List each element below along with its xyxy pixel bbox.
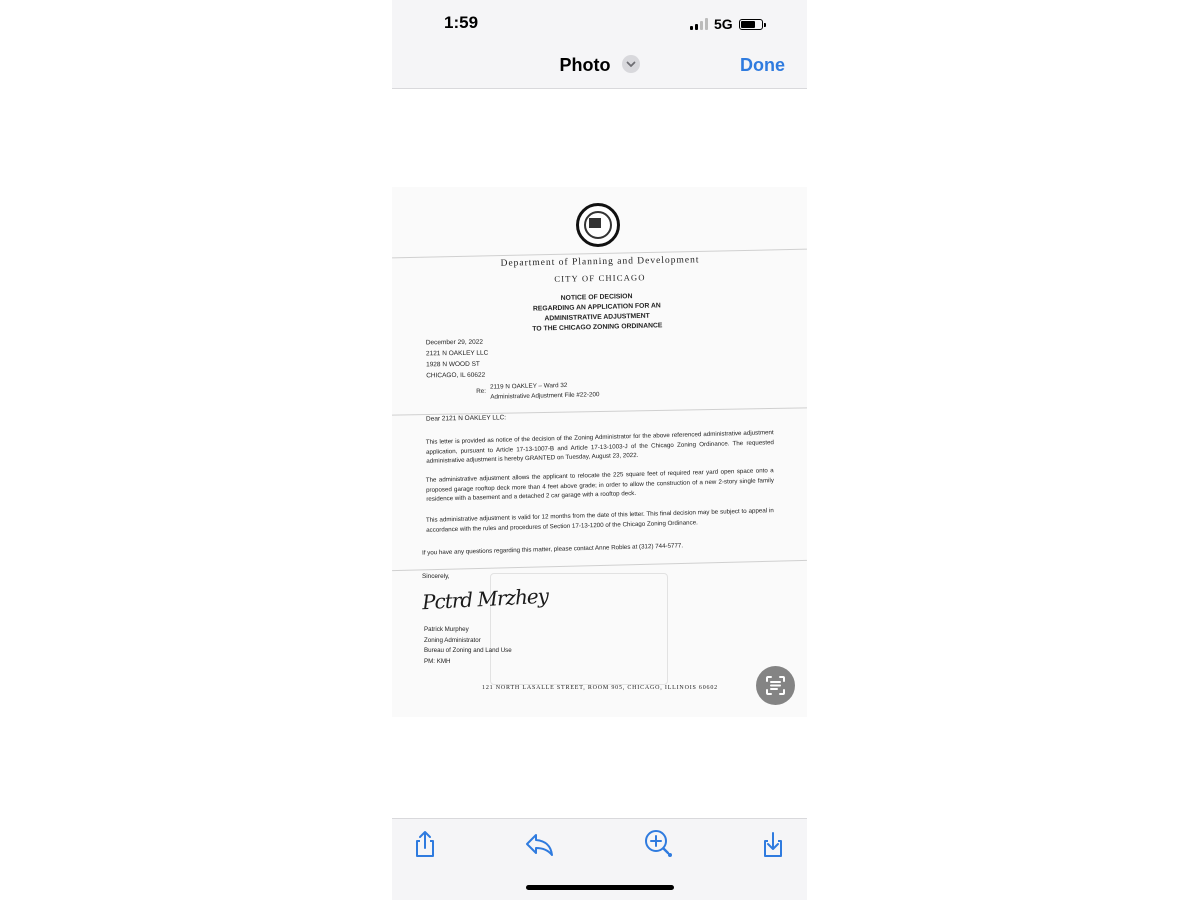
visual-lookup-icon[interactable]: [642, 827, 676, 861]
city-seal-icon: [576, 203, 620, 247]
toolbar-divider: [392, 818, 807, 819]
battery-icon: [739, 19, 763, 30]
live-text-icon[interactable]: [756, 666, 795, 705]
phone-screen: [392, 0, 807, 900]
status-time: 1:59: [444, 13, 479, 32]
salutation: Dear 2121 N OAKLEY LLC:: [425, 414, 507, 423]
done-button[interactable]: Done: [740, 55, 785, 75]
cellular-signal-icon: [690, 18, 708, 30]
reply-icon[interactable]: [523, 827, 557, 861]
footer-address: 121 NORTH LASALLE STREET, ROOM 905, CHICAGO, ILLINOIS 60602: [482, 685, 718, 691]
paragraph: This administrative adjustment is valid for 12 months from the date of this letter. This final decision may be subject to appeal in accordance with the rules and procedures of Section 17-13-1200 of the Chicago Zoning Ordinance.: [425, 507, 774, 534]
paragraph: The administrative adjustment allows the applicant to relocate the 225 square feet of required rear yard open space onto a proposed garage rooftop deck more than 4 feet above grade; in order to allow the construction of a new 2-story single family residence with a basement and a detached 2 car garage with a rooftop deck.: [425, 467, 775, 504]
fold-line: [392, 560, 807, 571]
re-line: Administrative Adjustment File #22-200: [490, 391, 600, 401]
signer-line: Patrick Murphey: [424, 626, 469, 633]
notice-line: NOTICE OF DECISION: [560, 293, 633, 302]
share-icon[interactable]: [408, 827, 442, 861]
contact-line: If you have any questions regarding this matter, please contact Anne Robles at (312) 744-5777.: [421, 542, 684, 557]
notice-line: REGARDING AN APPLICATION FOR AN: [532, 302, 661, 313]
signer-line: Bureau of Zoning and Land Use: [424, 647, 512, 654]
paragraph: This letter is provided as notice of the decision of the Zoning Administrator for the above referenced administrative adjustment application, pursuant to Article 17-13-1007-B and Article 17-13-1003-J of the Chicago Zoning Ordinance. The requested administrative adjustment is hereby GRANTED on Tuesday, August 23, 2022.: [425, 429, 775, 466]
status-indicators: [690, 15, 763, 33]
address-line: 2121 N OAKLEY LLC: [425, 349, 489, 358]
city-heading: CITY OF CHICAGO: [554, 272, 646, 284]
notice-line: ADMINISTRATIVE ADJUSTMENT: [544, 312, 650, 323]
notice-line: TO THE CHICAGO ZONING ORDINANCE: [532, 322, 663, 333]
department-heading: Department of Planning and Development: [500, 255, 700, 269]
network-type: 5G: [714, 16, 733, 32]
signer-line: PM: KMH: [424, 657, 451, 665]
photo-viewer[interactable]: [392, 89, 807, 819]
letter-date: December 29, 2022: [425, 338, 483, 347]
chevron-down-icon[interactable]: [622, 55, 640, 73]
nav-title-label: Photo: [559, 55, 611, 75]
handwritten-signature: Pctrd Mrzhey: [421, 583, 549, 615]
address-line: 1928 N WOOD ST: [426, 360, 480, 369]
scanned-letter: [392, 187, 807, 717]
signer-line: Zoning Administrator: [424, 636, 481, 644]
address-line: CHICAGO, IL 60622: [426, 371, 486, 380]
home-indicator[interactable]: [526, 885, 674, 890]
re-label: Re:: [476, 387, 487, 395]
notice-title: [512, 291, 683, 335]
save-to-files-icon[interactable]: [756, 827, 790, 861]
re-line: 2119 N OAKLEY – Ward 32: [490, 381, 568, 391]
closing: Sincerely,: [422, 573, 450, 580]
recipient-address: [426, 337, 489, 382]
signer-block: [424, 625, 512, 667]
